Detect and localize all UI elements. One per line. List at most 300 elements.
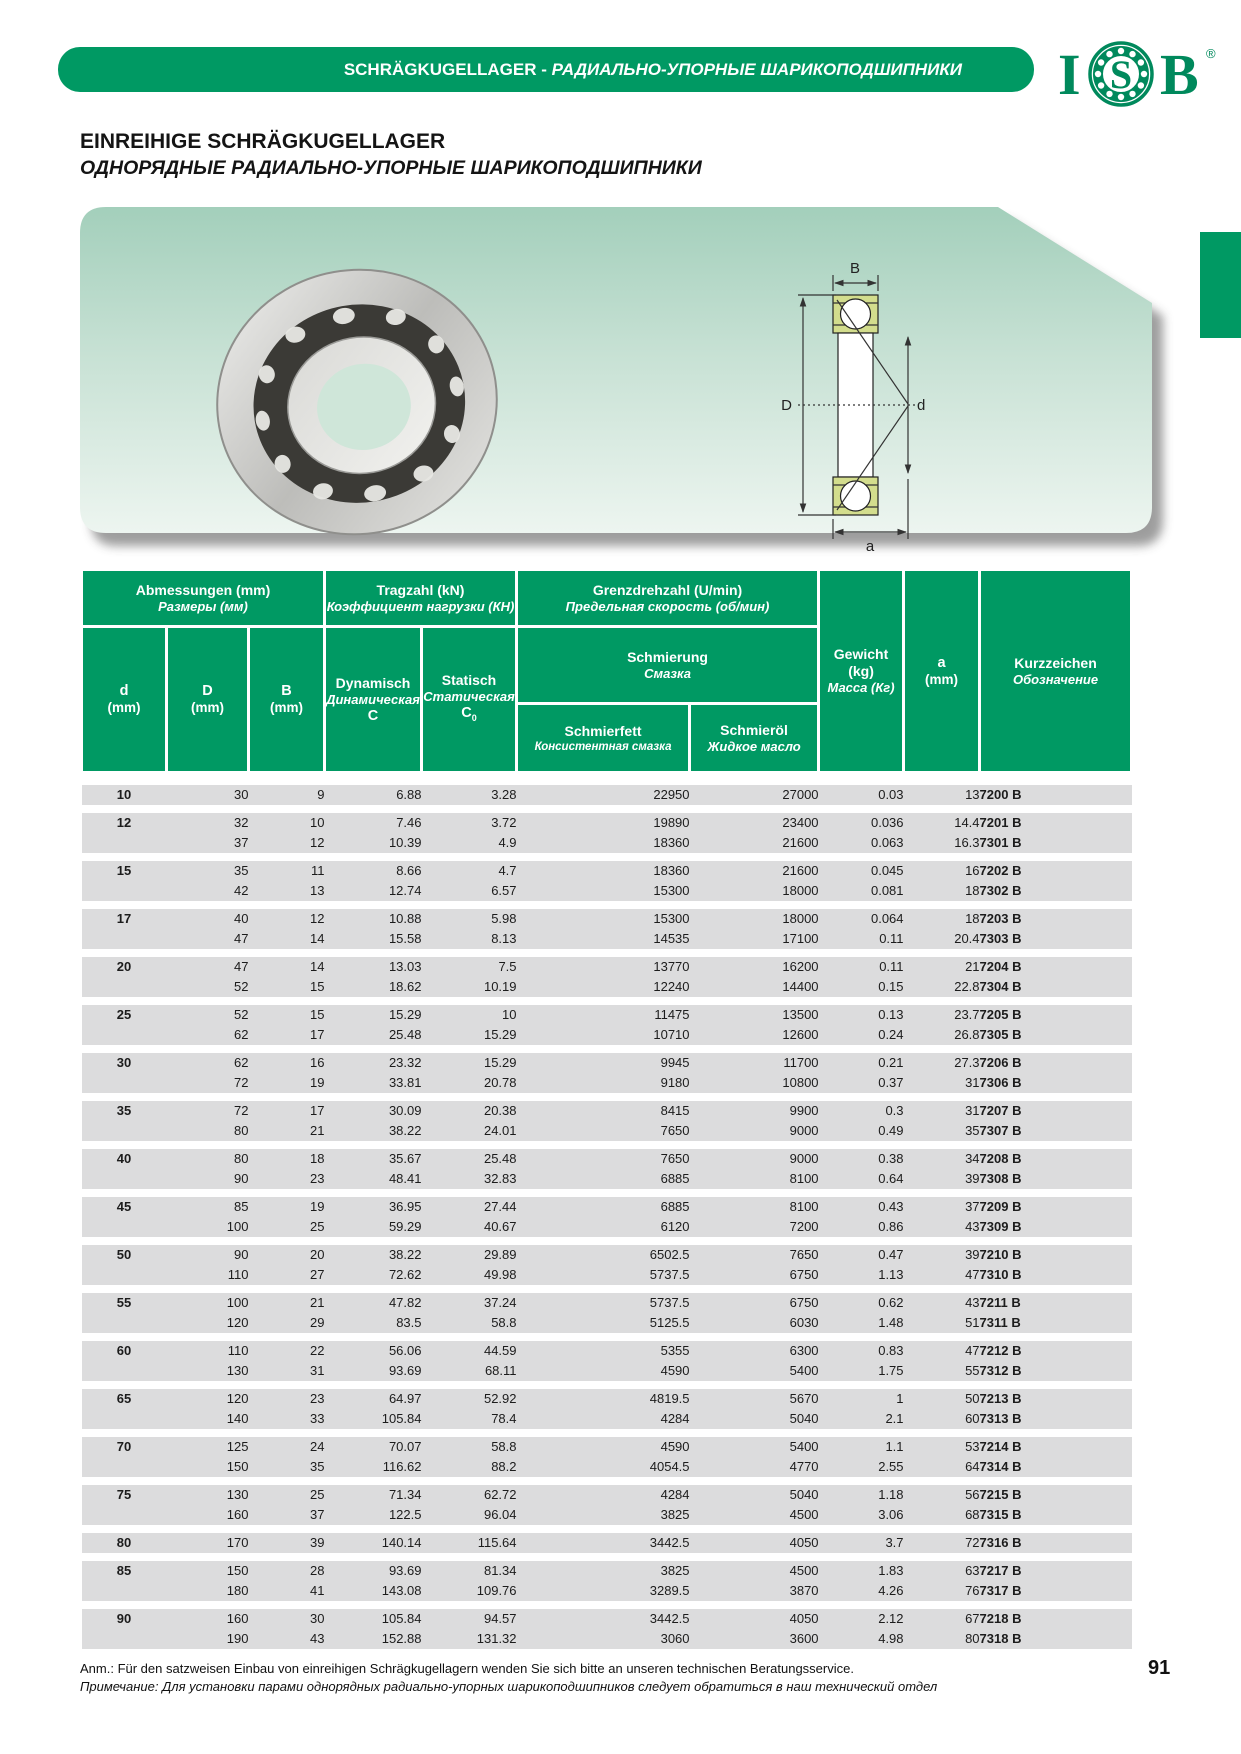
cell-dynamic-load: 12.74 [325, 881, 422, 901]
row-gap [82, 1045, 1132, 1053]
cell-designation: 7210 B [980, 1245, 1132, 1265]
cell-d: 40 [82, 1149, 167, 1189]
row-gap [82, 1381, 1132, 1389]
cell-a: 16 [904, 861, 980, 881]
cell-designation: 7209 B [980, 1197, 1132, 1217]
cell-oil-speed: 18000 [690, 881, 819, 901]
cell-oil-speed: 17100 [690, 929, 819, 949]
table-row [82, 1121, 1132, 1141]
col-static-load [422, 627, 517, 773]
cell-a: 64 [904, 1457, 980, 1477]
grease-label-ru: Консистентная смазка [534, 740, 672, 753]
cell-grease-speed: 13770 [517, 957, 690, 977]
col-designation [980, 570, 1132, 773]
logo-registered-mark: ® [1206, 46, 1216, 61]
cell-B: 43 [249, 1629, 325, 1649]
cell-static-load: 49.98 [422, 1265, 517, 1285]
cell-a: 55 [904, 1361, 980, 1381]
cell-B: 19 [249, 1197, 325, 1217]
cell-a: 50 [904, 1389, 980, 1409]
cell-D: 120 [167, 1313, 249, 1333]
page-title-ru: ОДНОРЯДНЫЕ РАДИАЛЬНО-УПОРНЫЕ ШАРИКОПОДШИПНИКИ [80, 157, 702, 179]
cell-D: 37 [167, 833, 249, 853]
cell-a: 18 [904, 909, 980, 929]
cell-B: 31 [249, 1361, 325, 1381]
diagram-label-B: B [849, 260, 861, 277]
cell-d: 15 [82, 861, 167, 901]
cell-static-load: 20.38 [422, 1101, 517, 1121]
cell-B: 37 [249, 1505, 325, 1525]
cell-designation: 7214 B [980, 1437, 1132, 1457]
cell-oil-speed: 7650 [690, 1245, 819, 1265]
cell-a: 35 [904, 1121, 980, 1141]
cell-a: 14.4 [904, 813, 980, 833]
cell-weight: 0.49 [819, 1121, 904, 1141]
D-unit: (mm) [191, 700, 224, 715]
cell-dynamic-load: 56.06 [325, 1341, 422, 1361]
cell-dynamic-load: 15.29 [325, 1005, 422, 1025]
cell-dynamic-load: 140.14 [325, 1533, 422, 1553]
cell-oil-speed: 9000 [690, 1121, 819, 1141]
cell-oil-speed: 5400 [690, 1361, 819, 1381]
col-group-lubrication [517, 627, 819, 704]
footnote-ru: Примечание: Для установки парами однорядных радиально-упорных шарикоподшипников следует обратиться в наш технический отдел [80, 1679, 938, 1694]
col-B [249, 627, 325, 773]
cell-B: 12 [249, 909, 325, 929]
row-gap [82, 1553, 1132, 1561]
cell-D: 140 [167, 1409, 249, 1429]
grease-label-de: Schmierfett [564, 722, 642, 739]
table-row [82, 1197, 1132, 1217]
cell-B: 13 [249, 881, 325, 901]
table-row [82, 881, 1132, 901]
cell-grease-speed: 12240 [517, 977, 690, 997]
cell-B: 22 [249, 1341, 325, 1361]
bearing-table-container [80, 568, 1130, 1649]
diagram-label-D: D [781, 397, 792, 414]
cell-weight: 3.7 [819, 1533, 904, 1553]
logo-bearing-icon [1090, 43, 1152, 105]
cell-grease-speed: 22950 [517, 785, 690, 805]
cell-D: 52 [167, 1005, 249, 1025]
lubrication-label-ru: Смазка [644, 665, 691, 681]
cell-weight: 1.13 [819, 1265, 904, 1285]
col-dynamic-load [325, 627, 422, 773]
cell-grease-speed: 9945 [517, 1053, 690, 1073]
col-group-dimensions [82, 570, 325, 627]
cell-a: 21 [904, 957, 980, 977]
cell-static-load: 3.72 [422, 813, 517, 833]
cell-dynamic-load: 10.39 [325, 833, 422, 853]
cell-d: 20 [82, 957, 167, 997]
cell-static-load: 58.8 [422, 1313, 517, 1333]
cell-d: 80 [82, 1533, 167, 1553]
row-gap [82, 1477, 1132, 1485]
cell-static-load: 6.57 [422, 881, 517, 901]
table-row [82, 909, 1132, 929]
cell-dynamic-load: 105.84 [325, 1609, 422, 1629]
isb-logo [1048, 30, 1223, 114]
cell-static-load: 29.89 [422, 1245, 517, 1265]
cell-a: 51 [904, 1313, 980, 1333]
cell-a: 39 [904, 1245, 980, 1265]
row-gap [82, 997, 1132, 1005]
cell-a: 53 [904, 1437, 980, 1457]
cell-d: 70 [82, 1437, 167, 1477]
cell-weight: 0.13 [819, 1005, 904, 1025]
table-row [82, 1005, 1132, 1025]
banner-separator: - [536, 60, 552, 79]
cell-B: 35 [249, 1457, 325, 1477]
cell-B: 12 [249, 833, 325, 853]
cell-B: 33 [249, 1409, 325, 1429]
cell-D: 100 [167, 1217, 249, 1237]
cell-dynamic-load: 143.08 [325, 1581, 422, 1601]
cell-oil-speed: 11700 [690, 1053, 819, 1073]
table-row [82, 1505, 1132, 1525]
table-row [82, 1025, 1132, 1045]
table-row [82, 1313, 1132, 1333]
section-bookmark-tab [1200, 232, 1241, 338]
cell-weight: 1.1 [819, 1437, 904, 1457]
cell-B: 23 [249, 1169, 325, 1189]
cell-weight: 1.18 [819, 1485, 904, 1505]
cell-dynamic-load: 71.34 [325, 1485, 422, 1505]
row-gap [82, 1333, 1132, 1341]
cell-static-load: 109.76 [422, 1581, 517, 1601]
d-label: d [119, 683, 129, 699]
a-unit: (mm) [925, 671, 959, 687]
cell-weight: 0.03 [819, 785, 904, 805]
row-gap [82, 1237, 1132, 1245]
cell-designation: 7204 B [980, 957, 1132, 977]
cell-grease-speed: 4590 [517, 1361, 690, 1381]
cell-oil-speed: 21600 [690, 861, 819, 881]
cell-D: 85 [167, 1197, 249, 1217]
cell-static-load: 4.7 [422, 861, 517, 881]
cell-B: 19 [249, 1073, 325, 1093]
cell-weight: 0.15 [819, 977, 904, 997]
banner-title-ru: РАДИАЛЬНО-УПОРНЫЕ ШАРИКОПОДШИПНИКИ [551, 60, 962, 79]
banner-title-de: SCHRÄGKUGELLAGER [343, 60, 537, 79]
cell-a: 26.8 [904, 1025, 980, 1045]
cell-designation: 7201 B [980, 813, 1132, 833]
cell-grease-speed: 18360 [517, 833, 690, 853]
cell-grease-speed: 5737.5 [517, 1293, 690, 1313]
table-row [82, 1581, 1132, 1601]
cell-grease-speed: 6885 [517, 1169, 690, 1189]
cell-grease-speed: 4284 [517, 1485, 690, 1505]
cell-weight: 0.21 [819, 1053, 904, 1073]
cell-static-load: 68.11 [422, 1361, 517, 1381]
table-row [82, 1361, 1132, 1381]
cell-oil-speed: 6030 [690, 1313, 819, 1333]
cell-grease-speed: 5125.5 [517, 1313, 690, 1333]
cell-B: 15 [249, 1005, 325, 1025]
cell-d: 25 [82, 1005, 167, 1045]
dimensions-label-ru: Размеры (мм) [158, 598, 248, 614]
row-gap [82, 1141, 1132, 1149]
row-gap [82, 1601, 1132, 1609]
cell-B: 25 [249, 1217, 325, 1237]
cell-static-load: 15.29 [422, 1025, 517, 1045]
row-gap [82, 1285, 1132, 1293]
col-a [904, 570, 980, 773]
cell-oil-speed: 27000 [690, 785, 819, 805]
cell-a: 67 [904, 1609, 980, 1629]
cell-B: 27 [249, 1265, 325, 1285]
cell-static-load: 15.29 [422, 1053, 517, 1073]
cell-a: 63 [904, 1561, 980, 1581]
cell-static-load: 37.24 [422, 1293, 517, 1313]
col-d [82, 627, 167, 773]
cell-D: 80 [167, 1149, 249, 1169]
cell-B: 39 [249, 1533, 325, 1553]
cell-a: 18 [904, 881, 980, 901]
lubrication-label-de: Schmierung [627, 648, 708, 665]
dynamic-label-ru: Динамическая [326, 691, 420, 707]
cell-oil-speed: 21600 [690, 833, 819, 853]
cell-B: 23 [249, 1389, 325, 1409]
cell-B: 21 [249, 1293, 325, 1313]
cell-D: 190 [167, 1629, 249, 1649]
cell-D: 130 [167, 1485, 249, 1505]
cell-grease-speed: 9180 [517, 1073, 690, 1093]
cell-oil-speed: 23400 [690, 813, 819, 833]
speed-label-ru: Предельная скорость (об/мин) [565, 598, 770, 614]
cell-static-load: 20.78 [422, 1073, 517, 1093]
cell-B: 41 [249, 1581, 325, 1601]
cell-a: 80 [904, 1629, 980, 1649]
cell-a: 13 [904, 785, 980, 805]
cell-a: 72 [904, 1533, 980, 1553]
speed-label-de: Grenzdrehzahl (U/min) [592, 581, 743, 598]
cell-designation: 7301 B [980, 833, 1132, 853]
cell-grease-speed: 4819.5 [517, 1389, 690, 1409]
table-row [82, 1629, 1132, 1649]
cell-D: 90 [167, 1245, 249, 1265]
cell-grease-speed: 5737.5 [517, 1265, 690, 1285]
cell-weight: 0.081 [819, 881, 904, 901]
cell-weight: 0.11 [819, 929, 904, 949]
cell-weight: 4.26 [819, 1581, 904, 1601]
cell-oil-speed: 14400 [690, 977, 819, 997]
cell-grease-speed: 4284 [517, 1409, 690, 1429]
cell-designation: 7213 B [980, 1389, 1132, 1409]
cell-D: 110 [167, 1265, 249, 1285]
cell-D: 62 [167, 1053, 249, 1073]
cell-dynamic-load: 116.62 [325, 1457, 422, 1477]
cell-d: 55 [82, 1293, 167, 1333]
cell-static-load: 27.44 [422, 1197, 517, 1217]
cell-dynamic-load: 23.32 [325, 1053, 422, 1073]
cell-B: 9 [249, 785, 325, 805]
cell-oil-speed: 8100 [690, 1169, 819, 1189]
col-weight [819, 570, 904, 773]
cell-a: 60 [904, 1409, 980, 1429]
table-row [82, 1245, 1132, 1265]
cell-static-load: 25.48 [422, 1149, 517, 1169]
cell-static-load: 131.32 [422, 1629, 517, 1649]
cell-dynamic-load: 15.58 [325, 929, 422, 949]
D-label: D [202, 683, 213, 699]
row-gap [82, 1189, 1132, 1197]
table-row [82, 1073, 1132, 1093]
cell-d: 85 [82, 1561, 167, 1601]
cell-designation: 7206 B [980, 1053, 1132, 1073]
cell-grease-speed: 3289.5 [517, 1581, 690, 1601]
cell-designation: 7318 B [980, 1629, 1132, 1649]
cell-D: 32 [167, 813, 249, 833]
row-gap [82, 773, 1132, 786]
cell-D: 47 [167, 957, 249, 977]
cell-weight: 0.38 [819, 1149, 904, 1169]
cell-D: 130 [167, 1361, 249, 1381]
cell-D: 160 [167, 1505, 249, 1525]
cell-grease-speed: 19890 [517, 813, 690, 833]
cell-grease-speed: 6502.5 [517, 1245, 690, 1265]
cell-oil-speed: 5400 [690, 1437, 819, 1457]
cell-static-load: 96.04 [422, 1505, 517, 1525]
footnote-de: Anm.: Für den satzweisen Einbau von einreihigen Schrägkugellagern wenden Sie sich bitte an unseren technischen Beratungsservice. [80, 1661, 854, 1676]
cell-D: 170 [167, 1533, 249, 1553]
row-gap [82, 1429, 1132, 1437]
cell-B: 28 [249, 1561, 325, 1581]
cell-D: 180 [167, 1581, 249, 1601]
cell-designation: 7304 B [980, 977, 1132, 997]
logo-letter-i: I [1058, 42, 1081, 107]
cell-designation: 7200 B [980, 785, 1132, 805]
cell-designation: 7309 B [980, 1217, 1132, 1237]
cell-weight: 0.064 [819, 909, 904, 929]
table-row [82, 1169, 1132, 1189]
cell-static-load: 7.5 [422, 957, 517, 977]
cell-dynamic-load: 72.62 [325, 1265, 422, 1285]
cell-a: 22.8 [904, 977, 980, 997]
row-gap [82, 1525, 1132, 1533]
static-label-de: Statisch [441, 672, 497, 689]
cell-designation: 7314 B [980, 1457, 1132, 1477]
static-symbol: $C_0$ [461, 705, 477, 723]
cell-a: 31 [904, 1101, 980, 1121]
cell-static-load: 4.9 [422, 833, 517, 853]
oil-label-ru: Жидкое масло [707, 738, 801, 754]
cell-weight: 1.83 [819, 1561, 904, 1581]
cell-oil-speed: 5040 [690, 1485, 819, 1505]
cell-grease-speed: 11475 [517, 1005, 690, 1025]
cell-weight: 3.06 [819, 1505, 904, 1525]
cell-d: 17 [82, 909, 167, 949]
cell-D: 120 [167, 1389, 249, 1409]
cell-a: 16.3 [904, 833, 980, 853]
page-number: 91 [1148, 1657, 1171, 1679]
cell-weight: 4.98 [819, 1629, 904, 1649]
cell-grease-speed: 15300 [517, 909, 690, 929]
cell-oil-speed: 4500 [690, 1505, 819, 1525]
table-row [82, 1293, 1132, 1313]
bearing-table-body [82, 773, 1132, 1650]
cell-B: 25 [249, 1485, 325, 1505]
cell-a: 39 [904, 1169, 980, 1189]
cell-a: 37 [904, 1197, 980, 1217]
cell-B: 17 [249, 1101, 325, 1121]
cell-designation: 7208 B [980, 1149, 1132, 1169]
cell-weight: 1.48 [819, 1313, 904, 1333]
cell-D: 150 [167, 1561, 249, 1581]
load-label-de: Tragzahl (kN) [376, 581, 465, 598]
cell-dynamic-load: 6.88 [325, 785, 422, 805]
cell-oil-speed: 6750 [690, 1265, 819, 1285]
cell-weight: 0.11 [819, 957, 904, 977]
cell-oil-speed: 10800 [690, 1073, 819, 1093]
table-row [82, 1533, 1132, 1553]
cell-d: 75 [82, 1485, 167, 1525]
cell-designation: 7203 B [980, 909, 1132, 929]
cell-dynamic-load: 33.81 [325, 1073, 422, 1093]
cell-D: 110 [167, 1341, 249, 1361]
cell-dynamic-load: 10.88 [325, 909, 422, 929]
table-row [82, 929, 1132, 949]
cell-a: 27.3 [904, 1053, 980, 1073]
col-oil-speed [690, 704, 819, 773]
cell-D: 160 [167, 1609, 249, 1629]
cell-oil-speed: 8100 [690, 1197, 819, 1217]
cell-oil-speed: 7200 [690, 1217, 819, 1237]
cell-dynamic-load: 35.67 [325, 1149, 422, 1169]
cell-a: 76 [904, 1581, 980, 1601]
table-row [82, 1101, 1132, 1121]
cell-oil-speed: 5040 [690, 1409, 819, 1429]
cell-weight: 0.86 [819, 1217, 904, 1237]
page-title [80, 130, 702, 180]
cell-designation: 7315 B [980, 1505, 1132, 1525]
cell-dynamic-load: 122.5 [325, 1505, 422, 1525]
cell-D: 150 [167, 1457, 249, 1477]
row-gap [82, 901, 1132, 909]
cell-a: 47 [904, 1341, 980, 1361]
dimensions-label-de: Abmessungen (mm) [135, 581, 271, 598]
cell-D: 100 [167, 1293, 249, 1313]
cell-oil-speed: 12600 [690, 1025, 819, 1045]
cell-dynamic-load: 59.29 [325, 1217, 422, 1237]
cell-d: 30 [82, 1053, 167, 1093]
table-row [82, 833, 1132, 853]
cell-dynamic-load: 13.03 [325, 957, 422, 977]
cell-designation: 7218 B [980, 1609, 1132, 1629]
cell-d: 35 [82, 1101, 167, 1141]
table-row [82, 1053, 1132, 1073]
cell-oil-speed: 18000 [690, 909, 819, 929]
cell-d: 60 [82, 1341, 167, 1381]
cell-a: 56 [904, 1485, 980, 1505]
cell-static-load: 24.01 [422, 1121, 517, 1141]
cell-grease-speed: 4590 [517, 1437, 690, 1457]
cell-weight: 0.62 [819, 1293, 904, 1313]
cell-grease-speed: 5355 [517, 1341, 690, 1361]
cell-oil-speed: 13500 [690, 1005, 819, 1025]
cell-weight: 2.12 [819, 1609, 904, 1629]
cell-oil-speed: 4050 [690, 1609, 819, 1629]
cell-oil-speed: 6750 [690, 1293, 819, 1313]
cell-static-load: 8.13 [422, 929, 517, 949]
diagram-label-d: d [917, 397, 926, 414]
dynamic-symbol: C [367, 707, 379, 724]
cell-static-load: 44.59 [422, 1341, 517, 1361]
cell-designation: 7202 B [980, 861, 1132, 881]
cell-weight: 0.063 [819, 833, 904, 853]
cell-grease-speed: 3825 [517, 1505, 690, 1525]
logo-letter-b: B [1160, 42, 1199, 107]
